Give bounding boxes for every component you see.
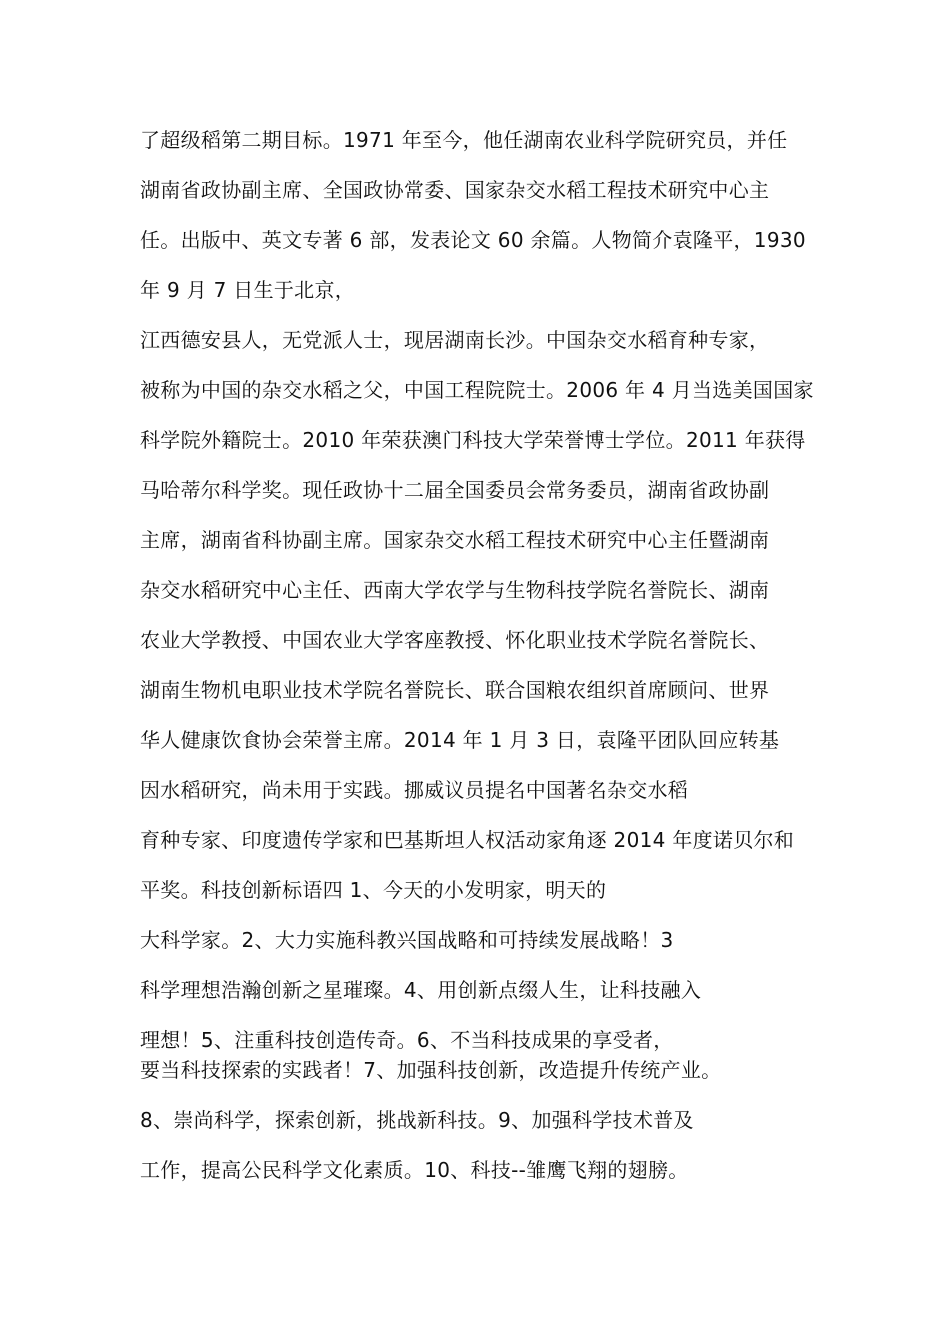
text-line: 马哈蒂尔科学奖。现任政协十二届全国委员会常务委员，湖南省政协副 [140, 478, 770, 502]
text-line: 育种专家、印度遗传学家和巴基斯坦人权活动家角逐 2014 年度诺贝尔和 [140, 828, 795, 852]
text-line: 湖南省政协副主席、全国政协常委、国家杂交水稻工程技术研究中心主 [140, 178, 770, 202]
text-line: 年 9 月 7 日生于北京， [140, 278, 356, 302]
text-line: 要当科技探索的实践者！7、加强科技创新，改造提升传统产业。 [140, 1058, 722, 1082]
text-line: 8、崇尚科学，探索创新，挑战新科技。9、加强科学技术普及 [140, 1108, 694, 1132]
text-line: 因水稻研究，尚未用于实践。挪威议员提名中国著名杂交水稻 [140, 778, 689, 802]
text-line: 湖南生物机电职业技术学院名誉院长、联合国粮农组织首席顾问、世界 [140, 678, 770, 702]
text-line: 工作，提高公民科学文化素质。10、科技--雏鹰飞翔的翅膀。 [140, 1158, 689, 1182]
text-line: 农业大学教授、中国农业大学客座教授、怀化职业技术学院名誉院长、 [140, 628, 770, 652]
text-line: 被称为中国的杂交水稻之父，中国工程院院士。2006 年 4 月当选美国国家 [140, 378, 814, 402]
text-line: 任。出版中、英文专著 6 部，发表论文 60 余篇。人物简介袁隆平，1930 [140, 228, 806, 252]
text-line: 平奖。科技创新标语四 1、今天的小发明家，明天的 [140, 878, 607, 902]
text-line: 杂交水稻研究中心主任、西南大学农学与生物科技学院名誉院长、湖南 [140, 578, 770, 602]
text-line: 主席，湖南省科协副主席。国家杂交水稻工程技术研究中心主任暨湖南 [140, 528, 770, 552]
text-line: 江西德安县人，无党派人士，现居湖南长沙。中国杂交水稻育种专家， [140, 328, 770, 352]
text-line: 科学理想浩瀚创新之星璀璨。4、用创新点缀人生，让科技融入 [140, 978, 702, 1002]
text-line: 了超级稻第二期目标。1971 年至今，他任湖南农业科学院研究员，并任 [140, 128, 788, 152]
text-line: 大科学家。2、大力实施科教兴国战略和可持续发展战略！3 [140, 928, 674, 952]
text-line: 科学院外籍院士。2010 年荣获澳门科技大学荣誉博士学位。2011 年获得 [140, 428, 806, 452]
text-line: 理想！5、注重科技创造传奇。6、不当科技成果的享受者， [140, 1028, 674, 1052]
text-line: 华人健康饮食协会荣誉主席。2014 年 1 月 3 日，袁隆平团队回应转基 [140, 728, 780, 752]
